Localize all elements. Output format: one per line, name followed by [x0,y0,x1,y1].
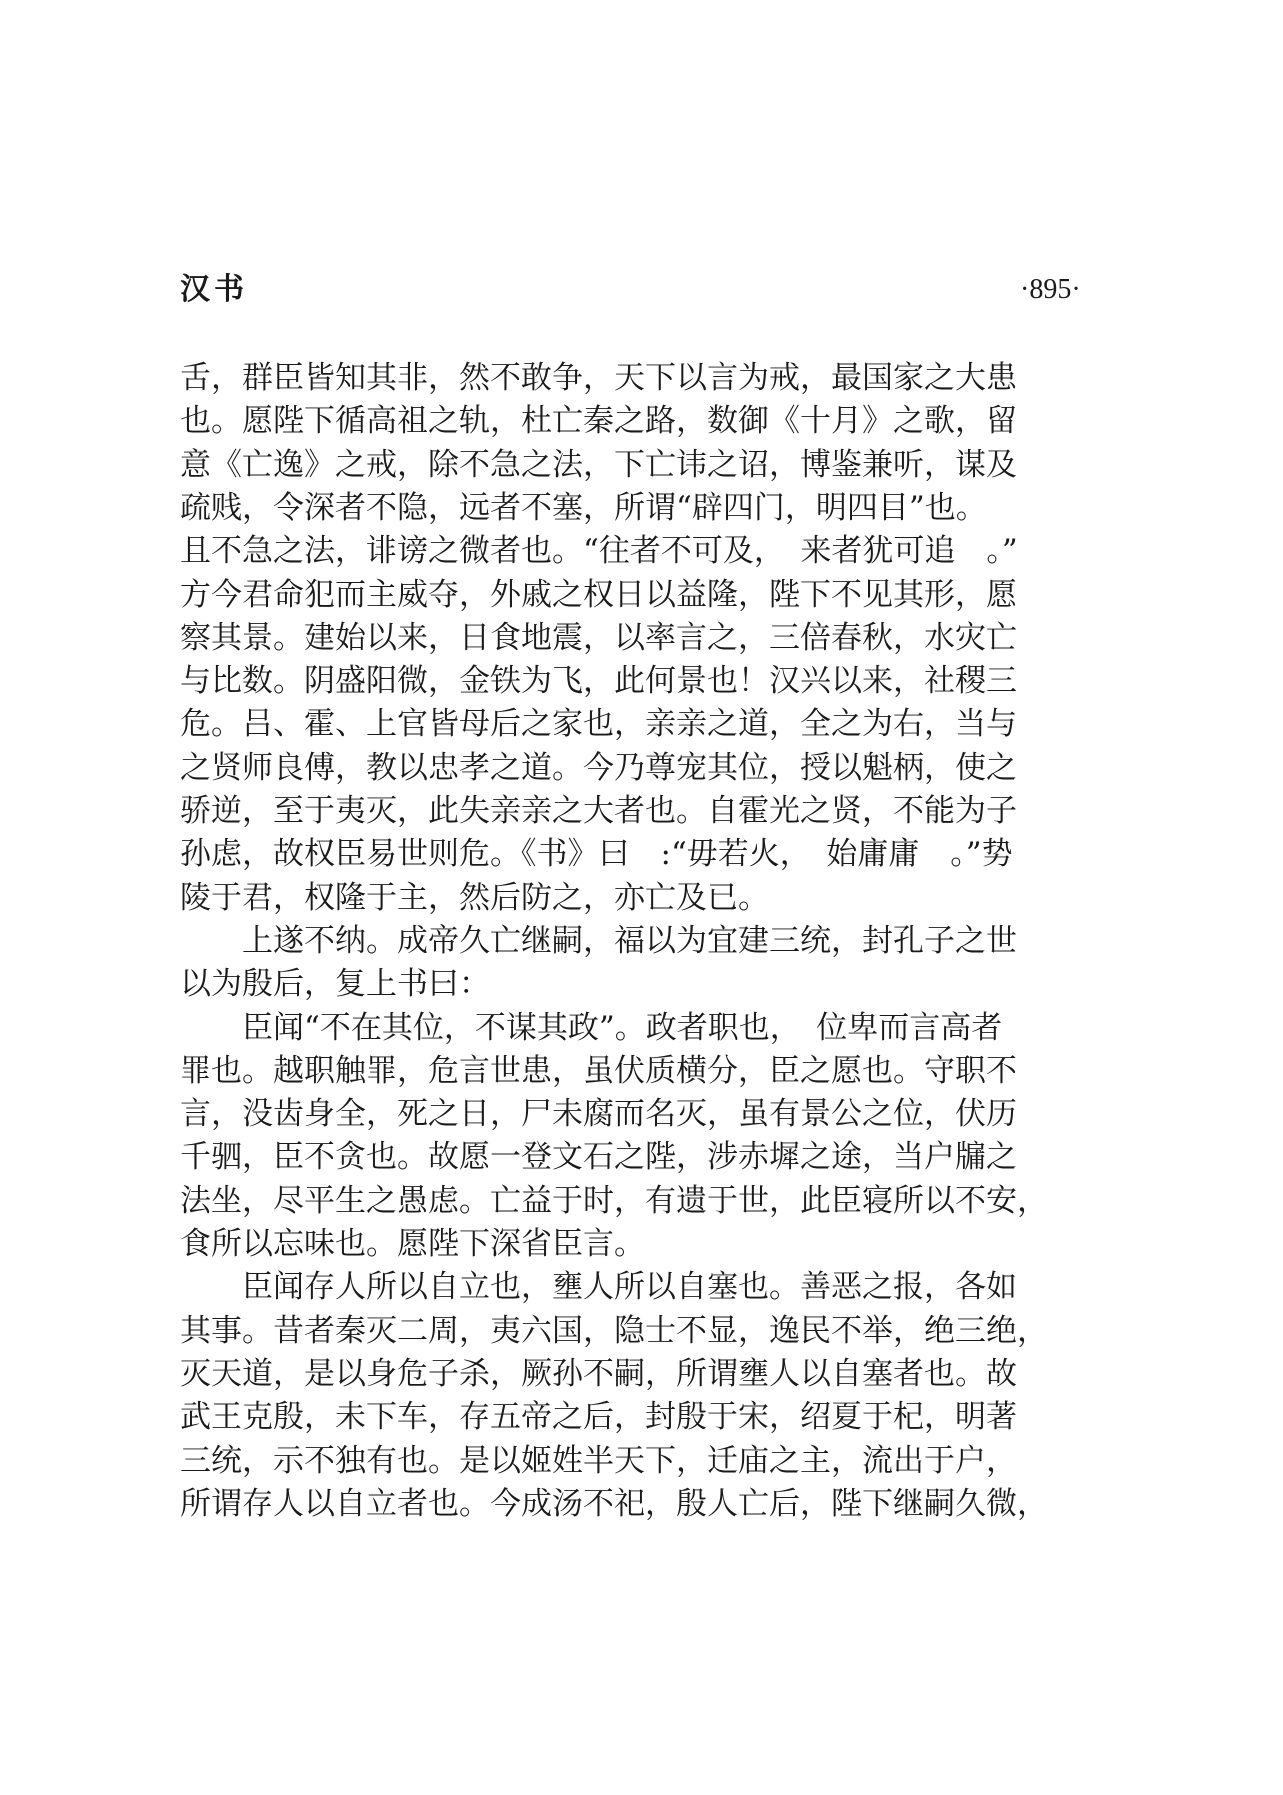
text-line: 疏贱，令深者不隐，远者不塞，所谓“辟四门，明四目”也。 [180,489,987,526]
text-line: 也。愿陛下循高祖之轨，杜亡秦之路，数御《十月》之歌，留 [180,403,1017,440]
text-line: 察其景。建始以来，日食地震，以率言之，三倍春秋，水灾亡 [180,619,1017,656]
text-line: 法坐，尽平生之愚虑。亡益于时，有遗于世，此臣寝所以不安， [180,1182,1048,1219]
paragraph-start-line: 臣闻存人所以自立也，壅人所以自塞也。善恶之报，各如 [242,1269,1017,1306]
text-line: 且不急之法，诽谤之微者也。“往者不可及， 来者犹可追 。” [180,533,1018,570]
text-line: 骄逆，至于夷灭，此失亲亲之大者也。自霍光之贤，不能为子 [180,793,1017,829]
paragraph-start-line: 臣闻“不在其位，不谋其政”。政者职也， 位卑而言高者 [242,1009,1003,1046]
text-line: 其事。昔者秦灭二周，夷六国，隐士不显，逸民不举，绝三绝， [180,1312,1048,1349]
text-line: 方今君命犯而主威夺，外戚之权日以益隆，陛下不见其形，愿 [180,576,1017,613]
text-line: 之贤师良傅，教以忠孝之道。今乃尊宠其位，授以魁柄，使之 [180,749,1017,786]
text-line: 食所以忘味也。愿陛下深省臣言。 [180,1226,645,1262]
text-line: 武王克殷，未下车，存五帝之后，封殷于宋，绍夏于杞，明著 [180,1399,1017,1436]
text-line: 舌，群臣皆知其非，然不敢争，天下以言为戒，最国家之大患 [180,360,1017,396]
text-line: 以为殷后，复上书曰： [180,966,490,1003]
text-line: 千驷，臣不贪也。故愿一登文石之陛，涉赤墀之途，当户牖之 [180,1139,1017,1176]
text-line: 罪也。越职触罪，危言世患，虽伏质横分，臣之愿也。守职不 [180,1052,1017,1089]
text-line: 三统，示不独有也。是以姬姓半天下，迁庙之主，流出于户， [180,1442,1017,1479]
text-line: 与比数。阴盛阳微，金铁为飞，此何景也！汉兴以来，社稷三 [180,663,1017,700]
text-line: 意《亡逸》之戒，除不急之法，下亡讳之诏，博鉴兼听，谋及 [180,446,1017,483]
text-line: 孙虑，故权臣易世则危。《书》曰 :“毋若火， 始庸庸 。”势 [180,836,1013,873]
text-line: 所谓存人以自立者也。今成汤不祀，殷人亡后，陛下继嗣久微， [180,1485,1048,1522]
page-number: ·895· [1020,274,1081,305]
text-line: 危。吕、霍、上官皆母后之家也，亲亲之道，全之为右，当与 [180,706,1017,743]
text-line: 言，没齿身全，死之日，尸未腐而名灭，虽有景公之位，伏历 [180,1096,1017,1133]
book-title: 汉书 [180,272,248,307]
text-line: 灭天道，是以身危子杀，厥孙不嗣，所谓壅人以自塞者也。故 [180,1355,1017,1392]
text-line: 陵于君，权隆于主，然后防之，亦亡及已。 [180,879,769,916]
paragraph-start-line: 上遂不纳。成帝久亡继嗣，福以为宜建三统，封孔子之世 [242,922,1017,959]
